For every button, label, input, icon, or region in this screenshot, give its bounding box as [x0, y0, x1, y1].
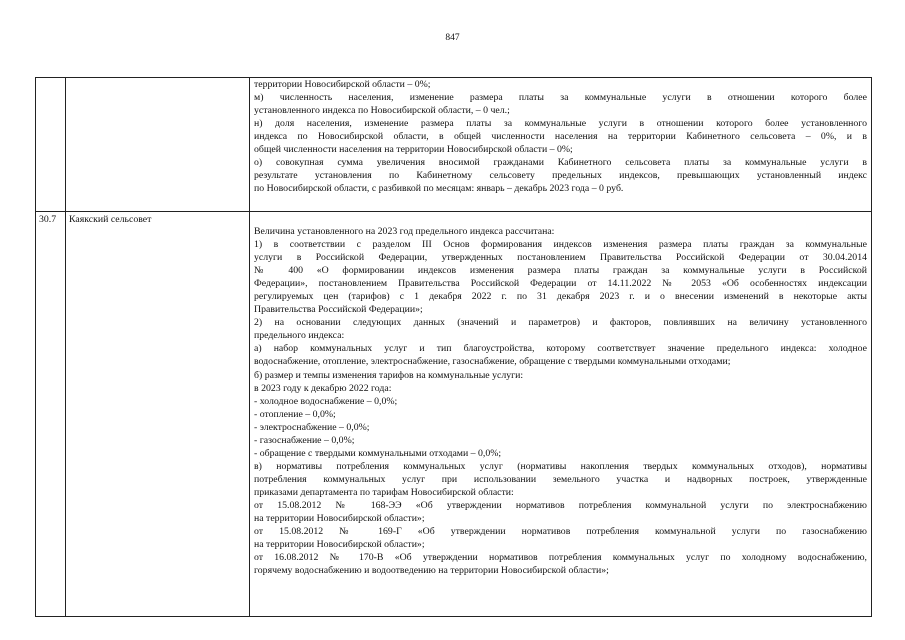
text-line: приказами департамента по тарифам Новосибирской области: [254, 486, 514, 498]
text-line: по Новосибирской области, с разбивкой по месяцам: январь – декабрь 2023 года – 0 руб. [254, 183, 624, 195]
table-row [36, 212, 872, 617]
text-line: - холодное водоснабжение – 0,0%; [254, 395, 398, 407]
text-line: Правительства Российской Федерации»; [254, 304, 423, 316]
text-line: от 15.08.2012 № 169-Г «Об утверждении нормативов потребления коммунальной услуги по газоснабжению [254, 526, 867, 538]
text-line: на территории Новосибирской области»; [254, 513, 425, 525]
text-line: услуги в Российской Федерации, утвержденных постановлением Правительства Российской Федерации от 30.04.2014 [254, 252, 867, 264]
text-line: Величина установленного на 2023 год предельного индекса рассчитана: [254, 226, 555, 237]
settlement-name-cell: Каякский сельсовет [66, 212, 250, 617]
text-line: 1) в соответствии с разделом III Основ формирования индексов изменения размера платы граждан за коммунальные [254, 239, 867, 251]
row-number-cell: 30.7 [36, 212, 66, 617]
text-line: потребления коммунальных услуг при использовании земельного участка и надворных построек, утвержденные [254, 473, 867, 485]
page-number: 847 [445, 33, 460, 43]
text-line: 2) на основании следующих данных (значений и параметров) и факторов, повлиявших на величину установленного [254, 317, 867, 329]
text-line: - электроснабжение – 0,0%; [254, 421, 370, 433]
text-line: предельного индекса: [254, 330, 345, 342]
text-line: горячему водоснабжению и водоотведению на территории Новосибирской области»; [254, 565, 609, 577]
text-line: в 2023 году к декабрю 2022 года: [254, 382, 392, 394]
text-line: в) нормативы потребления коммунальных услуг (нормативы накопления твердых коммунальных отходов), нормативы [254, 460, 867, 472]
text-line: н) доля населения, изменение размера платы за коммунальные услуги в отношении которого более установленного [254, 118, 867, 130]
text-line: № 400 «О формировании индексов изменения размера платы граждан за коммунальные услуги в Российской [254, 265, 867, 277]
text-line: о) совокупная сумма увеличения вносимой гражданами Кабинетного сельсовета платы за коммунальные услуги в [254, 157, 867, 169]
text-line: - отопление – 0,0%; [254, 408, 336, 420]
text-line: м) численность населения, изменение размера платы за коммунальные услуги в отношении которого более [254, 92, 867, 104]
text-line: индекса по Новосибирской области, в общей численности населения на территории Кабинетного сельсовета – 0%, и в [254, 131, 867, 143]
text-line: а) набор коммунальных услуг и тип благоустройства, которому соответствует значение предельного индекса: холодное [254, 343, 867, 355]
description-cell [250, 212, 872, 617]
document-table [35, 77, 872, 617]
text-line: установленного индекса по Новосибирской области, – 0 чел.; [254, 105, 510, 117]
text-line: от 15.08.2012 № 168-ЭЭ «Об утверждении нормативов потребления коммунальной услуги по электроснабжению [254, 499, 867, 511]
text-line: результате установления по Кабинетному сельсовету предельных индексов, превышающих установленный индекс [254, 170, 867, 182]
row-number-cell [36, 78, 66, 212]
text-line: б) размер и темпы изменения тарифов на коммунальные услуги: [254, 369, 524, 381]
settlement-name-cell [66, 78, 250, 212]
text-line: водоснабжение, отопление, электроснабжение, газоснабжение, обращение с твердыми коммунальными отходами; [254, 356, 731, 368]
text-line: - обращение с твердыми коммунальными отходами – 0,0%; [254, 447, 502, 459]
text-line: от 16.08.2012 № 170-В «Об утверждении нормативов потребления коммунальных услуг по холодному водоснабжению, [254, 552, 867, 564]
description-cell [250, 78, 872, 212]
text-line: регулируемых цен (тарифов) с 1 декабря 2022 г. по 31 декабря 2023 г. и о внесении изменений в некоторые акты [254, 291, 867, 303]
text-line: Федерации», постановлением Правительства Российской Федерации от 14.11.2022 № 2053 «Об особенностях индексации [254, 278, 867, 290]
text-line: - газоснабжение – 0,0%; [254, 434, 355, 446]
text-line: территории Новосибирской области – 0%; [254, 79, 431, 90]
text-line: общей численности населения на территории Новосибирской области – 0%; [254, 144, 573, 156]
text-line: на территории Новосибирской области»; [254, 539, 425, 551]
table-row [36, 78, 872, 212]
cell-spacer [254, 212, 867, 225]
